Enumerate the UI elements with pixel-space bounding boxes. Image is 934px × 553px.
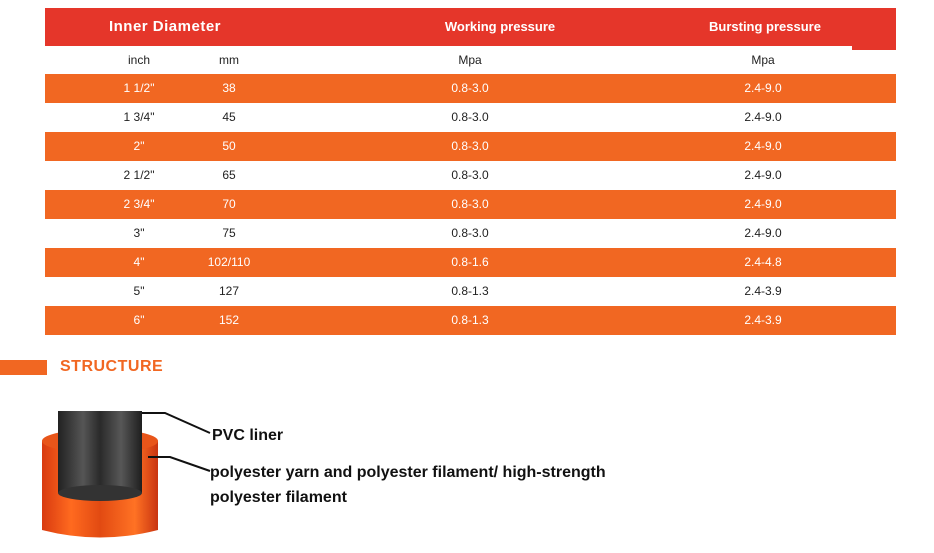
table-row [45,103,896,132]
working-pressure-cell: 0.8-3.0 [451,110,489,124]
working-pressure-cell: 0.8-3.0 [451,139,489,153]
inch-cell: 4" [133,255,145,269]
working-pressure-header: Working pressure [444,19,556,34]
bursting-pressure-cell: 2.4-9.0 [744,168,782,182]
inner-diameter-header: Inner Diameter [108,18,222,35]
bursting-pressure-header: Bursting pressure [709,19,821,34]
spec-table [45,8,896,335]
working-pressure-cell: 0.8-1.3 [451,284,489,298]
inch-cell: 1 1/2" [123,81,155,95]
mm-cell: 152 [218,313,240,327]
bursting-pressure-cell: 2.4-9.0 [744,226,782,240]
bursting-pressure-cell: 2.4-3.9 [744,284,782,298]
reinforcement-label-line1: polyester yarn and polyester filament/ high-strength [210,464,606,481]
inch-cell: 2 3/4" [123,197,155,211]
working-pressure-cell: 0.8-1.6 [451,255,489,269]
bursting-pressure-cell: 2.4-4.8 [744,255,782,269]
table-header [45,8,896,46]
pvc-liner-bottom [58,485,142,501]
table-row [45,248,896,277]
mm-cell: 102/110 [207,255,251,269]
table-row [45,190,896,219]
mm-cell: 65 [222,168,236,182]
table-body [45,74,896,335]
unit-mm: mm [219,53,239,67]
pvc-liner-label: PVC liner [212,427,284,444]
working-pressure-cell: 0.8-1.3 [451,313,489,327]
unit-working: Mpa [458,53,482,67]
inch-cell: 6" [133,313,145,327]
table-row [45,277,896,306]
table-row [45,74,896,103]
reinforcement-label-line2: polyester filament [210,489,347,506]
section-accent-bar [0,360,47,375]
bursting-pressure-cell: 2.4-9.0 [744,139,782,153]
inch-cell: 1 3/4" [123,110,155,124]
liner-pointer-line [142,413,210,433]
working-pressure-cell: 0.8-3.0 [451,197,489,211]
mm-cell: 75 [222,226,236,240]
inch-cell: 2 1/2" [123,168,155,182]
table-row [45,219,896,248]
bursting-pressure-cell: 2.4-9.0 [744,81,782,95]
table-row [45,132,896,161]
mm-cell: 70 [222,197,236,211]
bursting-pressure-cell: 2.4-3.9 [744,313,782,327]
mm-cell: 38 [222,81,236,95]
inch-cell: 5" [133,284,145,298]
mm-cell: 50 [222,139,236,153]
bursting-pressure-cell: 2.4-9.0 [744,197,782,211]
inch-cell: 3" [133,226,145,240]
unit-inch: inch [127,53,150,67]
table-row [45,161,896,190]
bursting-pressure-cell: 2.4-9.0 [744,110,782,124]
working-pressure-cell: 0.8-3.0 [451,81,489,95]
units-row [45,46,896,74]
mm-cell: 127 [218,284,240,298]
working-pressure-cell: 0.8-3.0 [451,168,489,182]
mm-cell: 45 [222,110,236,124]
header-accent-tab [852,46,896,50]
pvc-liner-shape [58,411,142,493]
structure-title: STRUCTURE [60,358,164,375]
unit-bursting: Mpa [751,53,775,67]
table-row [45,306,896,335]
working-pressure-cell: 0.8-3.0 [451,226,489,240]
inch-cell: 2" [133,139,145,153]
